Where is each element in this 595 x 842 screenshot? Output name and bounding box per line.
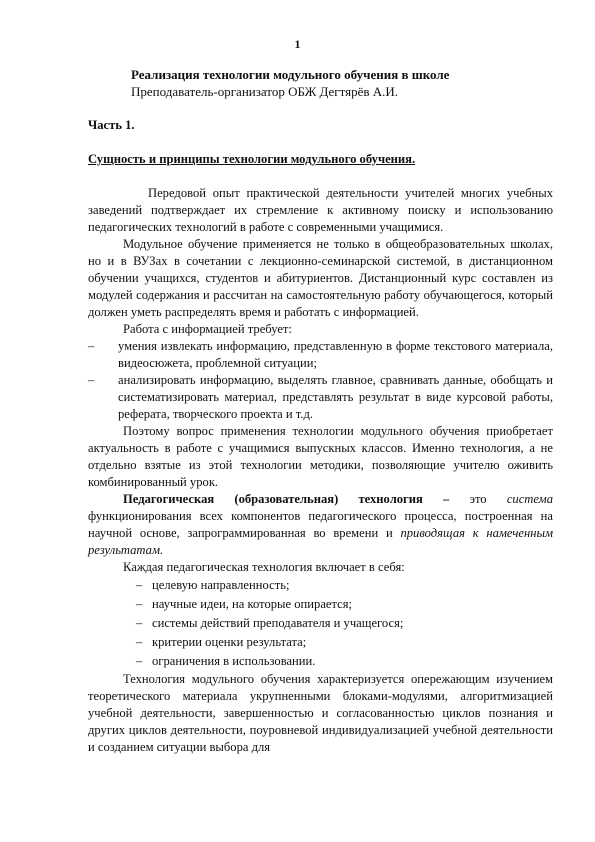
list-item-text: ограничения в использовании.: [152, 654, 316, 668]
page-number: 1: [294, 37, 301, 51]
list-item: [136, 576, 553, 595]
dash-item-text: анализировать информацию, выделять главное, сравнивать данные, обобщать и систематизировать материал, представлять результат в виде курсовой работы, реферата, творческого проекта и т.д.: [118, 373, 553, 421]
list-item-text: научные идеи, на которые опирается;: [152, 597, 353, 611]
list-item: [136, 652, 553, 671]
list-item: [136, 633, 553, 652]
paragraph-modular-characteristics: Технология модульного обучения характеризуется опережающим изучением теоретического материала укрупненными блоками-модулями, алгоритмизацией учебной деятельности, завершенностью и согласованностью циклов познания и других циклов деятельности, поуровневой индивидуализацией учебной деятельности и созданием ситуации выбора для: [88, 672, 553, 754]
list-item-text: критерии оценки результата;: [152, 635, 307, 649]
definition-system: система: [506, 492, 554, 506]
dash-item: [88, 372, 553, 423]
paragraph-modular: Модульное обучение применяется не только в общеобразовательных школах, но и в ВУЗах в сочетании с лекционно-семинарской системой, в дистанционном обучении учащихся, студентов и абитуриентов. Дистанционный курс составлен из модулей содержания и рассчитан на самостоятельную работу обучающегося, который должен уметь распределять время и работать с информацией.: [88, 237, 553, 319]
bullet-mark: –: [136, 654, 143, 668]
dash-mark: –: [88, 373, 95, 387]
list-item-text: системы действий преподавателя и учащегося;: [152, 616, 404, 630]
paragraph-intro: Передовой опыт практической деятельности учителей многих учебных заведений подтверждает их стремление к активному поиску и использованию педагогических технологий в работе с современными учащимися.: [88, 186, 553, 234]
dash-mark: –: [88, 339, 95, 353]
section-heading: Сущность и принципы технологии модульного обучения.: [88, 152, 416, 166]
paragraph-info-requires: Работа с информацией требует:: [123, 322, 292, 336]
definition-term: Педагогическая (образовательная) технология –: [123, 492, 450, 506]
bullet-mark: –: [136, 635, 143, 649]
document-author: Преподаватель-организатор ОБЖ Дегтярёв А.И.: [131, 84, 399, 99]
document-body: [88, 66, 553, 756]
bullet-list: [88, 576, 553, 671]
list-item: [136, 595, 553, 614]
bullet-mark: –: [136, 597, 143, 611]
dash-item: [88, 338, 553, 372]
dash-item-text: умения извлекать информацию, представленную в форме текстового материала, видеосюжета, проблемной ситуации;: [118, 339, 553, 370]
document-title: Реализация технологии модульного обучения в школе: [131, 67, 450, 82]
bullet-mark: –: [136, 578, 143, 592]
bullet-mark: –: [136, 616, 143, 630]
paragraph-definition: [88, 491, 553, 559]
paragraph-relevance: Поэтому вопрос применения технологии модульного обучения приобретает актуальность в работе с учащимися выпускных классов. Именно технология, а не отдельно взятые из этой технологии методики, позволяющие учителю оживить комбинированный урок.: [88, 424, 553, 489]
definition-end: приводящая к намеченным результатам.: [88, 526, 554, 557]
definition-body: функционирования всех компонентов педагогического процесса, построенная на научной основе, запрограммированная во времени и: [88, 509, 553, 540]
list-item: [136, 614, 553, 633]
list-item-text: целевую направленность;: [152, 578, 290, 592]
definition-eto: это: [449, 492, 507, 506]
paragraph-includes: Каждая педагогическая технология включает в себя:: [123, 560, 405, 574]
part-heading: Часть 1.: [88, 118, 135, 132]
